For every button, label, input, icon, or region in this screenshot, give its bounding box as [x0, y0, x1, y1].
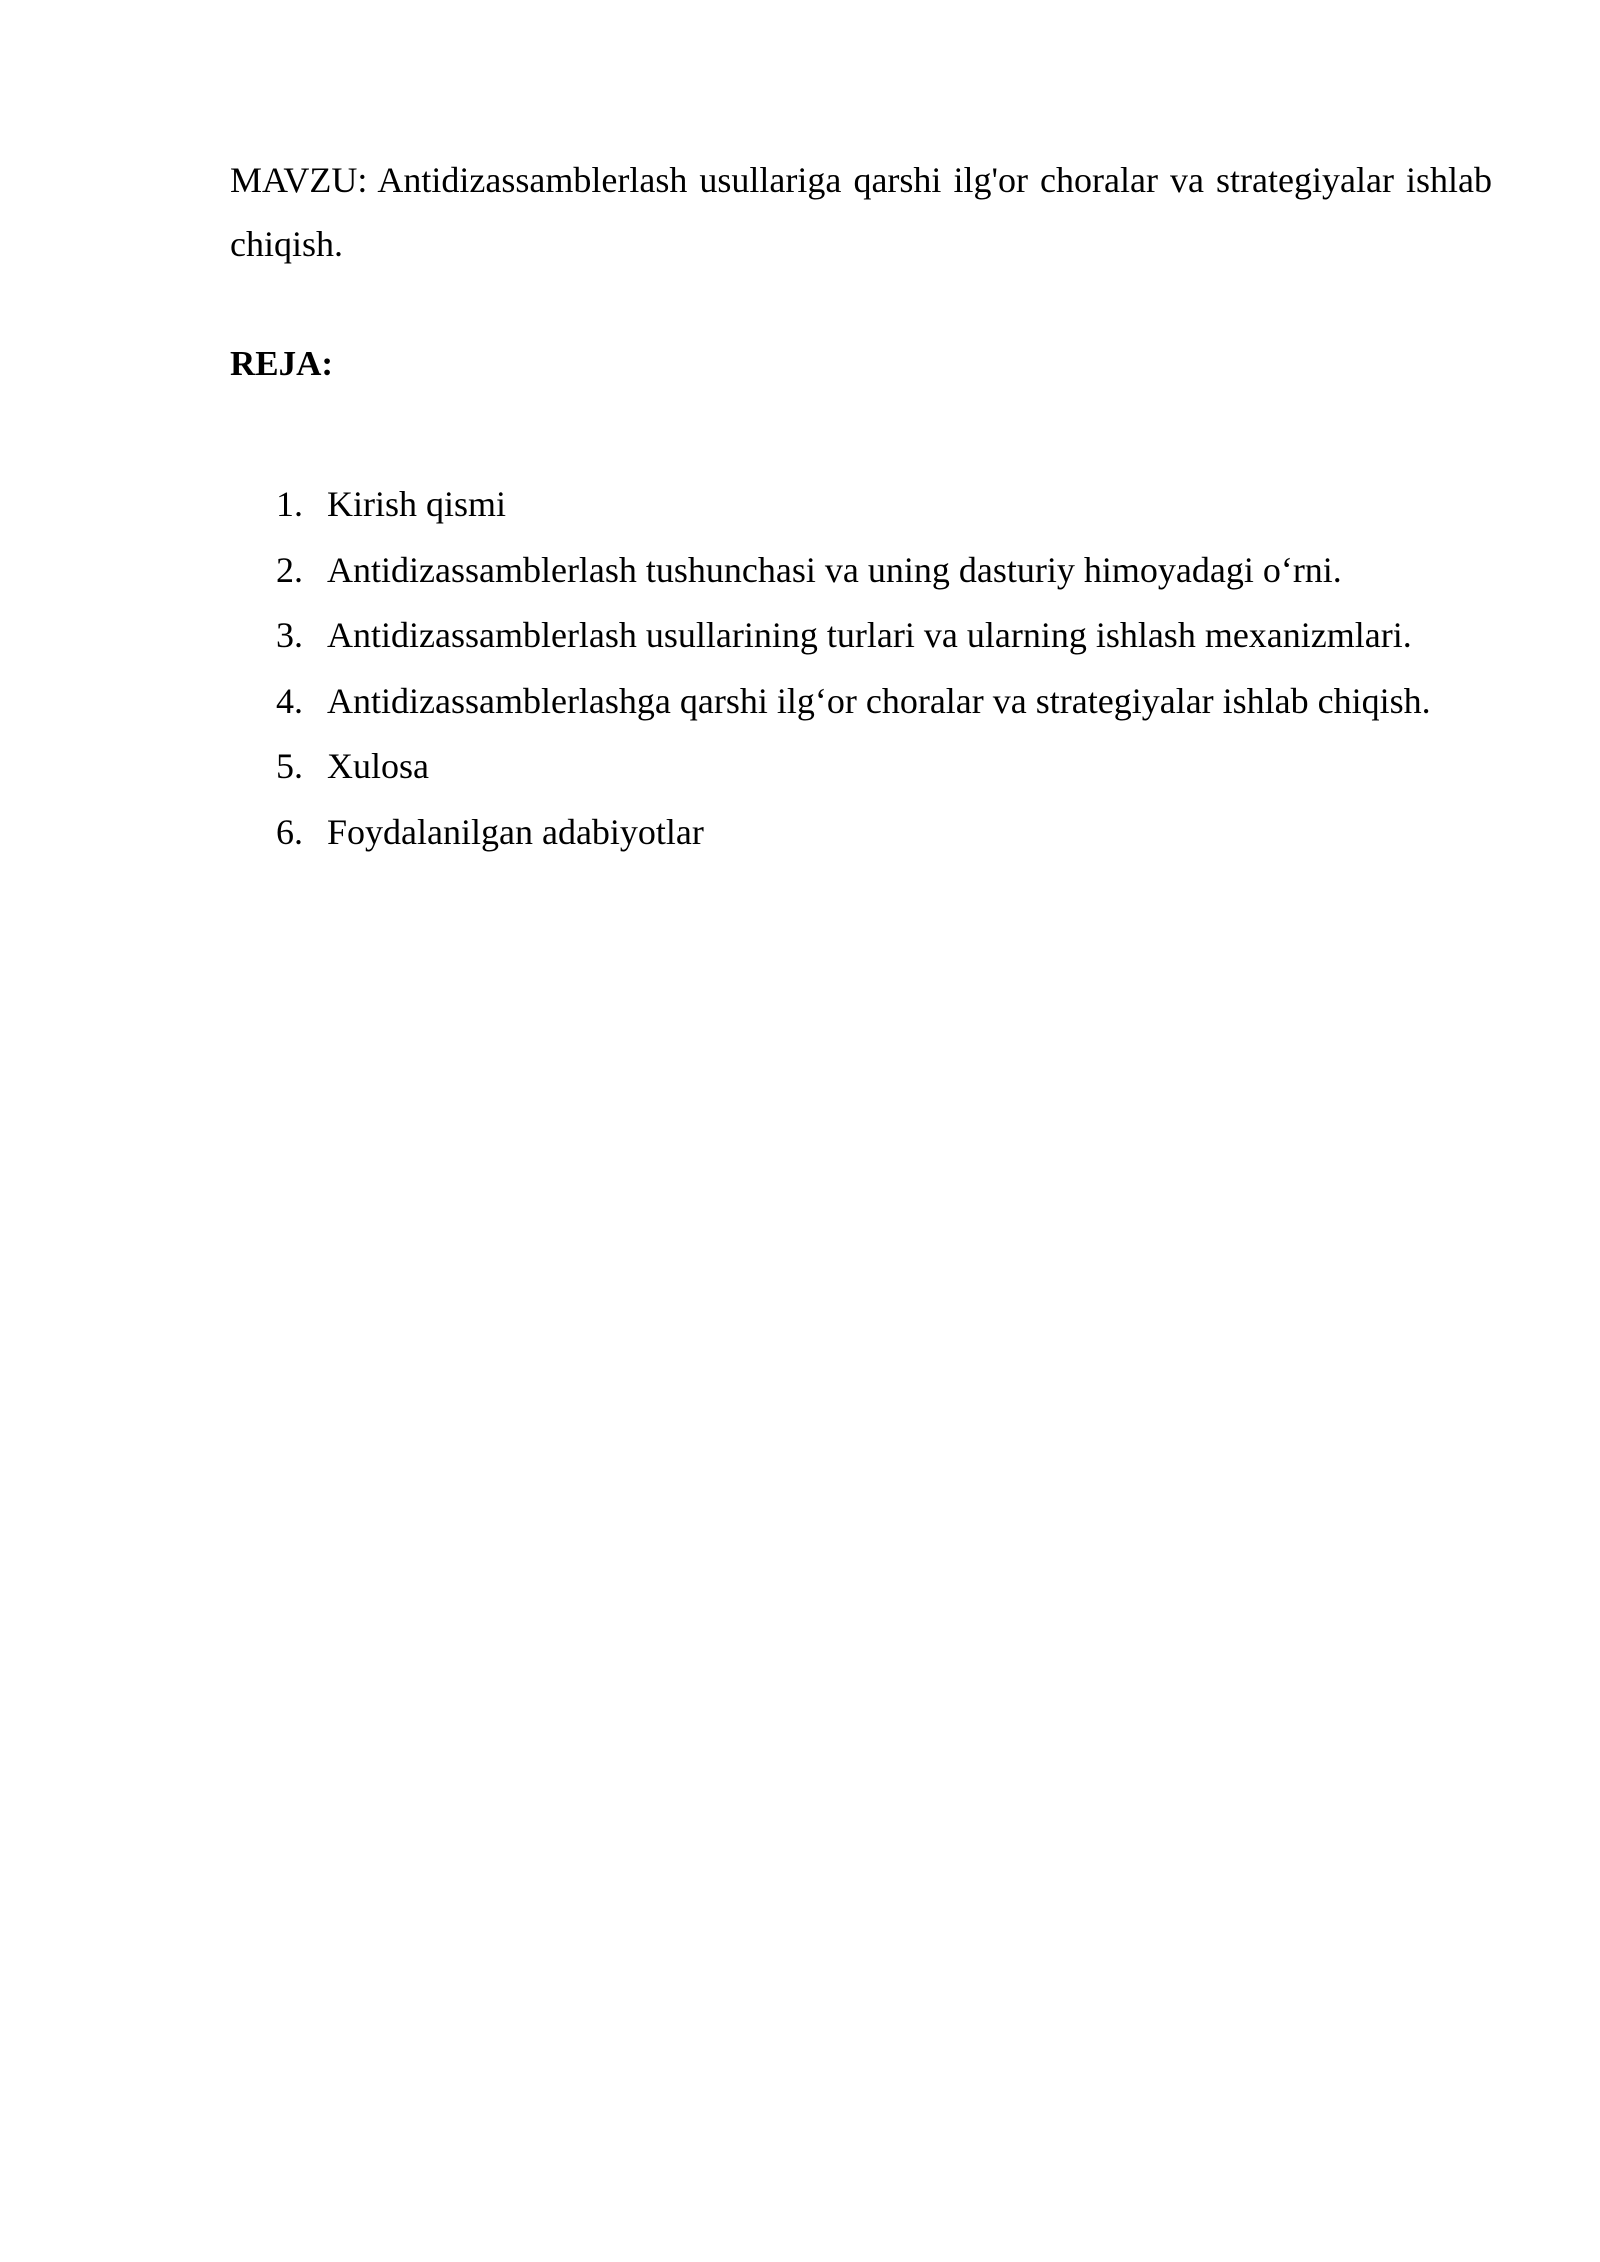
plan-item-number: 2. [276, 549, 303, 590]
plan-item [230, 800, 1530, 866]
plan-item-text: Antidizassamblerlash usullarining turlari va ularning ishlash mexanizmlari. [327, 615, 1412, 655]
plan-item [230, 472, 1530, 538]
plan-list [230, 472, 1530, 865]
plan-item [230, 734, 1530, 800]
plan-item-number: 3. [276, 615, 303, 655]
plan-item-text: Foydalanilgan adabiyotlar [327, 811, 704, 852]
plan-item [230, 538, 1530, 604]
plan-item [230, 669, 1530, 735]
plan-item [230, 603, 1530, 669]
plan-heading: REJA: [230, 344, 334, 383]
plan-item-text: Antidizassamblerlashga qarshi ilg‘or choralar va strategiyalar ishlab chiqish. [327, 680, 1431, 721]
plan-item-number: 6. [276, 811, 303, 852]
plan-item-text: Xulosa [327, 746, 429, 786]
plan-item-number: 1. [276, 484, 303, 524]
plan-item-text: Antidizassamblerlash tushunchasi va uning dasturiy himoyadagi o‘rni. [327, 549, 1342, 590]
plan-item-number: 5. [276, 746, 303, 786]
plan-item-text: Kirish qismi [327, 484, 507, 524]
topic-paragraph: MAVZU: Antidizassamblerlash usullariga qarshi ilg'or choralar va strategiyalar ishlab chiqish. [230, 160, 1492, 264]
plan-item-number: 4. [276, 680, 303, 721]
